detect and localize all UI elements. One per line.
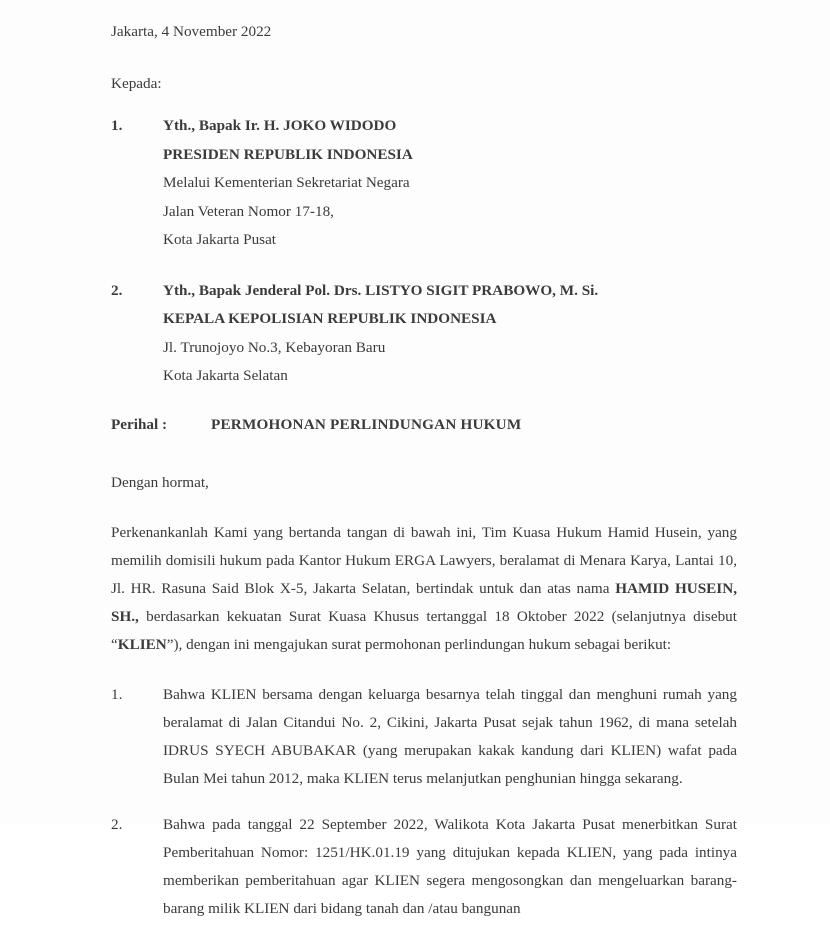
opening-paragraph-part3: ”), dengan ini mengajukan surat permohonan perlindungan hukum sebagai berikut:	[166, 635, 672, 653]
addressee-name: Yth., Bapak Ir. H. JOKO WIDODO	[163, 117, 397, 134]
addressee-number: 1.	[111, 117, 123, 134]
addressee-street: Jalan Veteran Nomor 17-18,	[163, 202, 334, 220]
item-number: 2.	[111, 815, 123, 833]
recipient-heading: Kepada:	[111, 75, 162, 92]
addressee-title: PRESIDEN REPUBLIK INDONESIA	[163, 145, 413, 163]
subject-line	[111, 411, 737, 439]
date-line: Jakarta, 4 November 2022	[111, 23, 272, 40]
addressee-title: KEPALA KEPOLISIAN REPUBLIK INDONESIA	[163, 310, 497, 327]
opening-paragraph-part1: Perkenankanlah Kami yang bertanda tangan di bawah ini, Tim Kuasa Hukum Hamid Husein, yang memilih domisili hukum pada Kantor Hukum ERGA Lawyers, beralamat di Menara Karya, Lantai 10, Jl. HR. Rasuna Said Blok X-5, Jakarta Selatan, bertindak untuk dan atas nama	[111, 523, 737, 597]
item-text: Bahwa pada tanggal 22 September 2022, Walikota Kota Jakarta Pusat menerbitkan Surat Pemberitahuan Nomor: 1251/HK.01.19 yang ditujukan kepada KLIEN, yang pada intinya memberikan pemberitahuan agar KLIEN segera mengosongkan dan mengeluarkan barang-barang milik KLIEN dari bidang tanah dan /atau bangunan	[163, 815, 737, 917]
document-body	[111, 18, 737, 941]
addressee-block-2	[111, 277, 737, 391]
addressee-details	[163, 112, 737, 255]
salutation: Dengan hormat,	[111, 473, 209, 491]
addressee-details	[163, 277, 737, 391]
opening-paragraph	[111, 519, 737, 659]
client-term-bold: KLIEN	[117, 635, 167, 653]
addressee-city: Kota Jakarta Selatan	[163, 367, 288, 384]
subject-value: PERMOHONAN PERLINDUNGAN HUKUM	[211, 415, 522, 433]
addressee-name: Yth., Bapak Jenderal Pol. Drs. LISTYO SIGIT PRABOWO, M. Si.	[163, 281, 599, 299]
item-number: 1.	[111, 685, 123, 703]
addressee-block-1	[111, 112, 737, 255]
addressee-city: Kota Jakarta Pusat	[163, 231, 277, 248]
opening-paragraph-part2: berdasarkan kekuatan Surat Kuasa Khusus tertanggal 18 Oktober 2022 (selanjutnya disebut “	[111, 607, 737, 653]
item-text: Bahwa KLIEN bersama dengan keluarga besarnya telah tinggal dan menghuni rumah yang beralamat di Jalan Citandui No. 2, Cikini, Jakarta Pusat sejak tahun 1962, di mana setelah IDRUS SYECH ABUBAKAR (yang merupakan kakak kandung dari KLIEN) wafat pada Bulan Mei tahun 2012, maka KLIEN terus melanjutkan penghunian hingga sekarang.	[163, 685, 737, 787]
addressee-street: Jl. Trunojoyo No.3, Kebayoran Baru	[163, 338, 386, 356]
numbered-item-1	[111, 681, 737, 793]
addressee-via: Melalui Kementerian Sekretariat Negara	[163, 174, 410, 191]
subject-label: Perihal :	[111, 415, 168, 433]
client-name-bold: HAMID HUSEIN, SH.,	[111, 579, 737, 625]
numbered-item-2	[111, 811, 737, 923]
addressee-number: 2.	[111, 281, 123, 299]
